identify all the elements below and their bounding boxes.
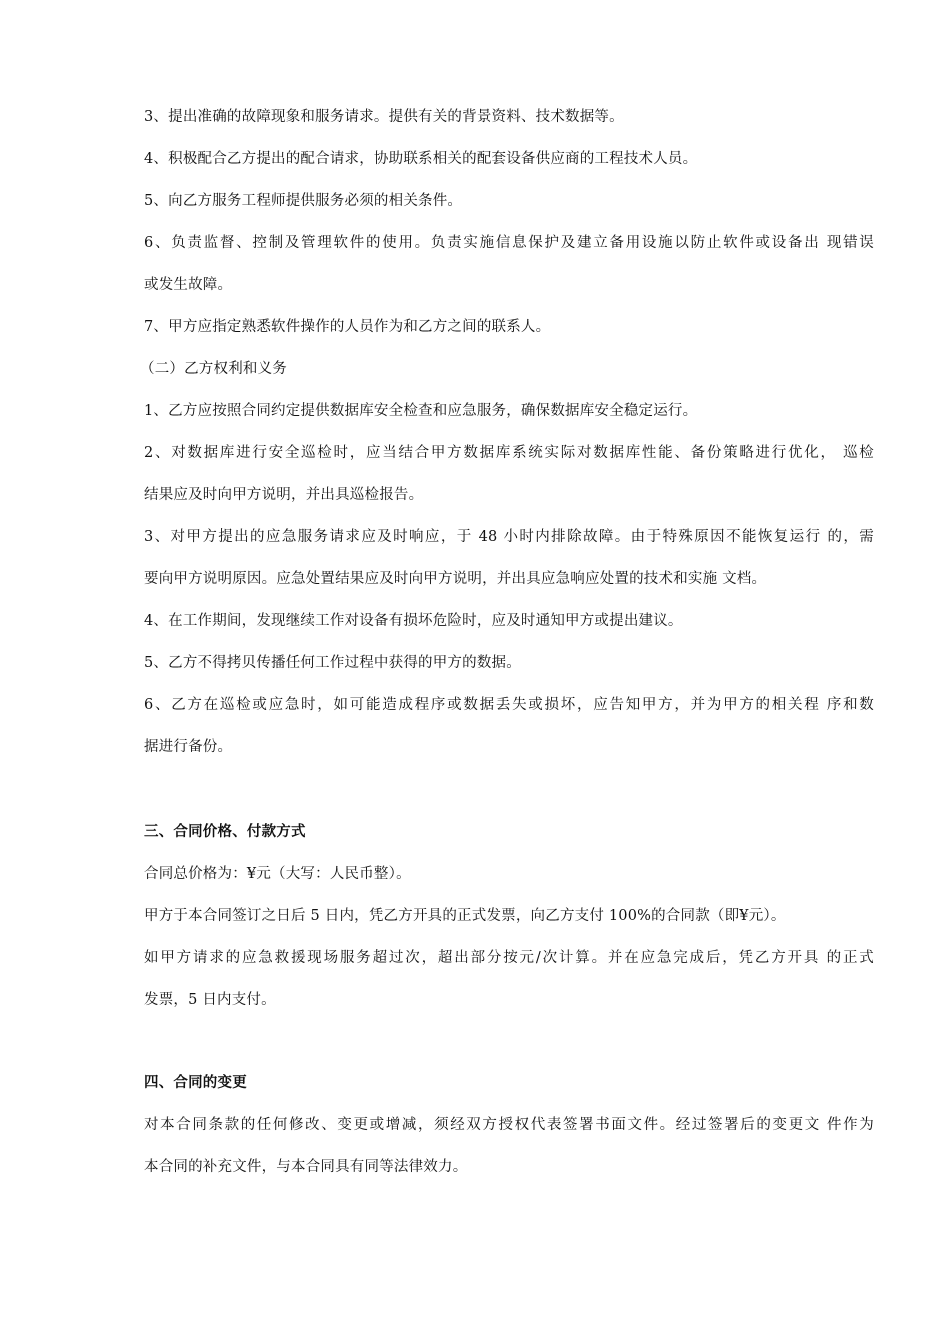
section-4-heading: 四、合同的变更 <box>144 1075 247 1091</box>
party-b-duty-2-line-2: 结果应及时向甲方说明，并出具巡检报告。 <box>144 487 424 503</box>
party-b-heading: （二）乙方权利和义务 <box>140 361 287 377</box>
party-a-duty-3: 3、提出准确的故障现象和服务请求。提供有关的背景资料、技术数据等。 <box>144 109 624 125</box>
section-3-total-price: 合同总价格为：¥元（大写：人民币整）。 <box>144 866 411 882</box>
section-3-heading: 三、合同价格、付款方式 <box>144 824 306 840</box>
section-4-line-1: 对本合同条款的任何修改、变更或增减，须经双方授权代表签署书面文件。经过签署后的变更文 件作为 <box>144 1117 874 1133</box>
party-b-duty-5: 5、乙方不得拷贝传播任何工作过程中获得的甲方的数据。 <box>144 655 521 671</box>
section-3-extra-line-2: 发票，5 日内支付。 <box>144 992 276 1008</box>
party-b-duty-3-line-1: 3、对甲方提出的应急服务请求应及时响应，于 48 小时内排除故障。由于特殊原因不能恢复运行 的，需 <box>144 529 874 545</box>
section-4-line-2: 本合同的补充文件，与本合同具有同等法律效力。 <box>144 1159 468 1175</box>
party-a-duty-6-line-1: 6、负责监督、控制及管理软件的使用。负责实施信息保护及建立备用设施以防止软件或设备出 现错误 <box>144 235 874 251</box>
section-3-payment: 甲方于本合同签订之日后 5 日内，凭乙方开具的正式发票，向乙方支付 100%的合同款（即¥元）。 <box>144 908 786 924</box>
party-b-duty-6-line-1: 6、乙方在巡检或应急时，如可能造成程序或数据丢失或损坏，应告知甲方，并为甲方的相关程 序和数 <box>144 697 874 713</box>
party-b-duty-2-line-1: 2、对数据库进行安全巡检时，应当结合甲方数据库系统实际对数据库性能、备份策略进行优化， 巡检 <box>144 445 874 461</box>
section-3-extra-line-1: 如甲方请求的应急救援现场服务超过次，超出部分按元/次计算。并在应急完成后，凭乙方开具 的正式 <box>144 950 874 966</box>
party-a-duty-6-line-2: 或发生故障。 <box>144 277 233 293</box>
party-a-duty-5: 5、向乙方服务工程师提供服务必须的相关条件。 <box>144 193 463 209</box>
party-b-duty-1: 1、乙方应按照合同约定提供数据库安全检查和应急服务，确保数据库安全稳定运行。 <box>144 403 698 419</box>
party-a-duty-4: 4、积极配合乙方提出的配合请求，协助联系相关的配套设备供应商的工程技术人员。 <box>144 151 698 167</box>
party-b-duty-3-line-2: 要向甲方说明原因。应急处置结果应及时向甲方说明，并出具应急响应处置的技术和实施 文档。 <box>144 571 767 587</box>
party-b-duty-6-line-2: 据进行备份。 <box>144 739 233 755</box>
party-a-duty-7: 7、甲方应指定熟悉软件操作的人员作为和乙方之间的联系人。 <box>144 319 551 335</box>
party-b-duty-4: 4、在工作期间，发现继续工作对设备有损坏危险时，应及时通知甲方或提出建议。 <box>144 613 683 629</box>
